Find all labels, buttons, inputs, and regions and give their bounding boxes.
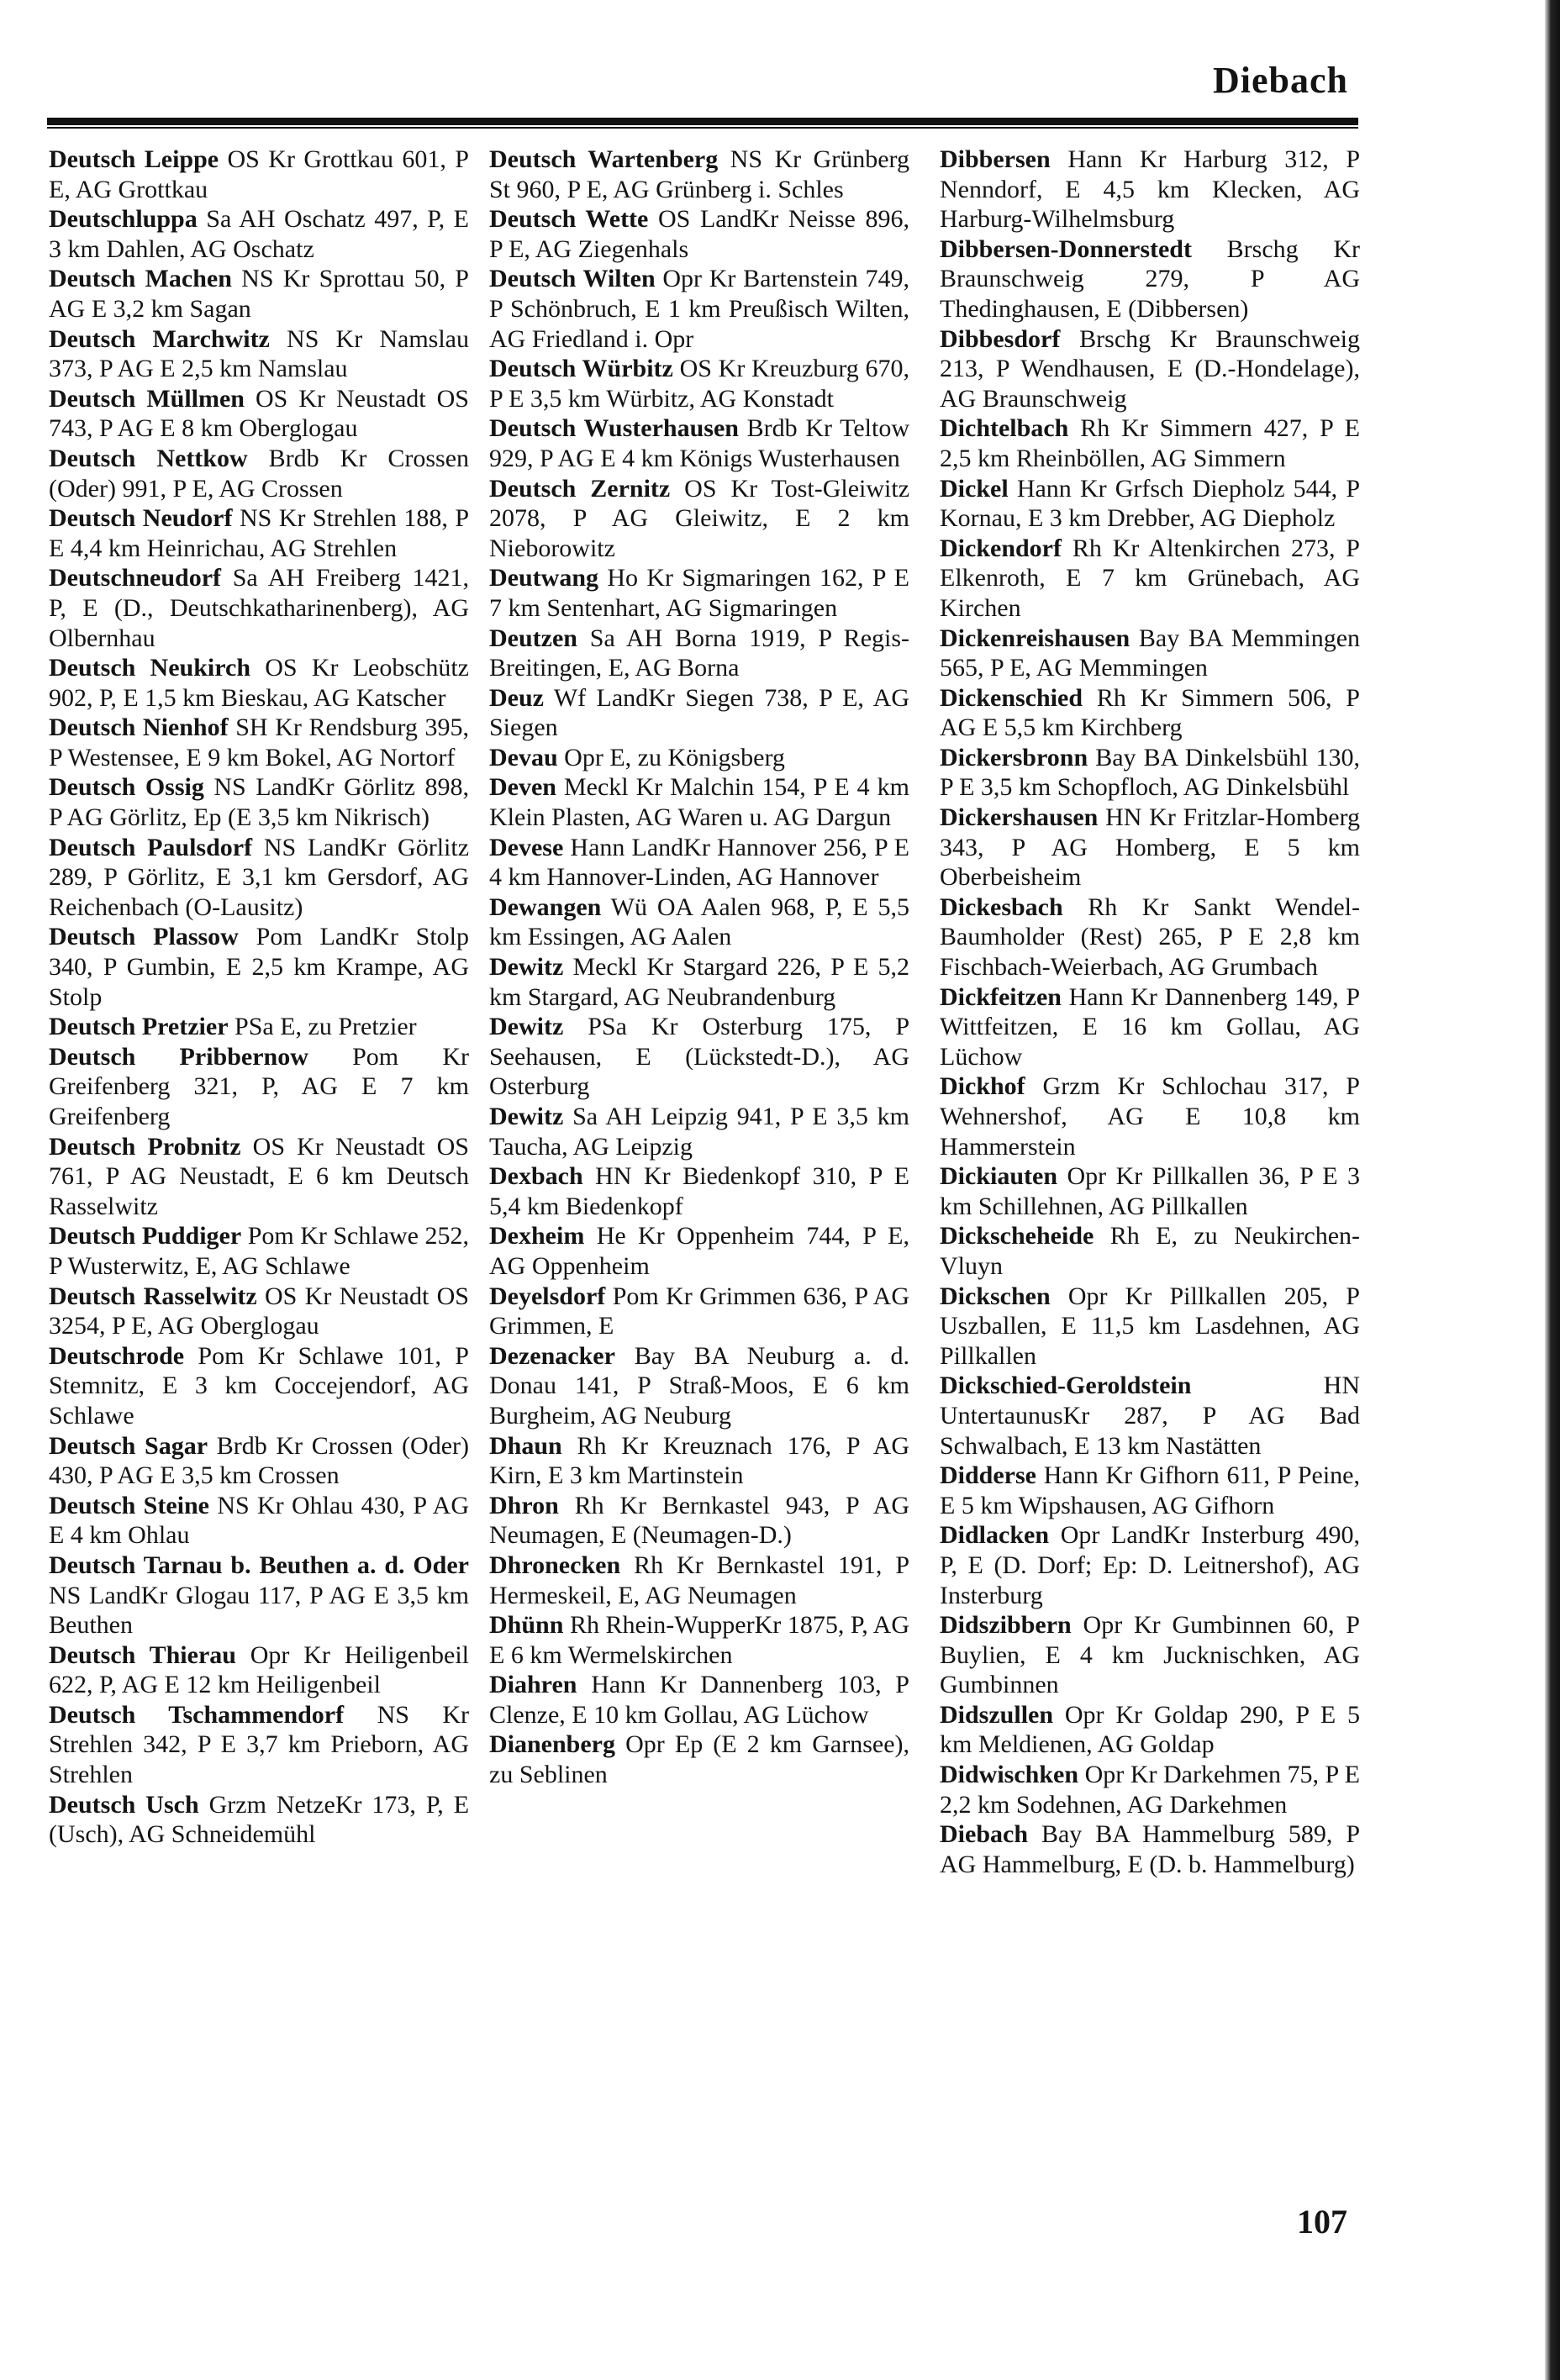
gazetteer-entry [940, 743, 1360, 803]
gazetteer-entry [49, 264, 469, 324]
entry-details: Rh E, zu Neukirchen-Vluyn [940, 1222, 1361, 1280]
gazetteer-entry [489, 624, 909, 683]
gazetteer-entry [49, 324, 469, 384]
entry-details: Pom Kr Grimmen 636, P AG Grimmen, E [489, 1282, 909, 1340]
gazetteer-entry [489, 145, 909, 204]
entry-place-name: Dickschen [940, 1282, 1051, 1310]
entry-place-name: Deutsch Nienhof [49, 713, 229, 742]
gazetteer-entry [489, 893, 909, 952]
entry-details: OS LandKr Neisse 896, P E, AG Ziegenhals [489, 205, 909, 263]
entry-details: Pom Kr Schlawe 101, P Stemnitz, E 3 km Coccejendorf, AG Schlawe [49, 1341, 469, 1430]
entry-details: Rh Kr Altenkirchen 273, P Elkenroth, E 7 km Grünebach, AG Kirchen [940, 534, 1360, 622]
entry-details: OS Kr Tost-Gleiwitz 2078, P AG Gleiwitz, E 2 km Nieborowitz [489, 474, 910, 562]
entry-place-name: Diebach [940, 1820, 1028, 1849]
entry-place-name: Deutsch Müllmen [49, 384, 245, 413]
gazetteer-entry [940, 1221, 1360, 1281]
entry-place-name: Devau [489, 743, 558, 771]
gazetteer-entry [940, 534, 1360, 624]
entry-place-name: Deutsch Leippe [49, 145, 219, 173]
gazetteer-entry [489, 683, 909, 743]
entry-place-name: Dickel [940, 474, 1009, 503]
entry-details: Opr Kr Gumbinnen 60, P Buylien, E 4 km Jucknischken, AG Gumbinnen [940, 1611, 1360, 1699]
entry-place-name: Deutsch Nettkow [49, 444, 248, 472]
entry-details: Opr Ep (E 2 km Garnsee), zu Seblinen [489, 1730, 910, 1789]
entry-place-name: Dickesbach [940, 893, 1063, 921]
gazetteer-entry [49, 384, 469, 444]
entry-details: OS Kr Kreuzburg 670, P E 3,5 km Würbitz, AG Konstadt [489, 355, 909, 413]
gazetteer-entry [940, 234, 1360, 324]
gazetteer-entry [940, 803, 1360, 893]
gazetteer-entry [49, 1431, 469, 1491]
entry-place-name: Deutsch Wusterhausen [489, 414, 739, 443]
entry-details: PSa Kr Osterburg 175, P Seehausen, E (Lückstedt-D.), AG Osterburg [489, 1013, 910, 1101]
entry-place-name: Deutsch Steine [49, 1491, 209, 1519]
gazetteer-entry [940, 324, 1360, 414]
entry-place-name: Deutsch Plassow [49, 923, 239, 951]
entry-place-name: Dibbersen-Donnerstedt [940, 234, 1192, 263]
entry-details: Wü OA Aalen 968, P, E 5,5 km Essingen, AG Aalen [489, 893, 909, 951]
entry-details: Hann Kr Dannenberg 103, P Clenze, E 10 km Gollau, AG Lüchow [489, 1671, 909, 1729]
entry-details: NS Kr Ohlau 430, P AG E 4 km Ohlau [49, 1491, 469, 1550]
column-1 [49, 145, 469, 1850]
entry-details: OS Kr Neustadt OS 761, P AG Neustadt, E 6 km Deutsch Rasselwitz [49, 1132, 469, 1220]
entry-details: NS LandKr Glogau 117, P AG E 3,5 km Beuthen [49, 1581, 469, 1640]
entry-place-name: Deutsch Paulsdorf [49, 833, 253, 861]
gazetteer-entry [940, 624, 1360, 683]
entry-place-name: Deutsch Tschammendorf [49, 1700, 345, 1729]
entry-details: Rh Kr Bernkastel 191, P Hermeskeil, E, AG Neumagen [489, 1551, 910, 1609]
gazetteer-entry [940, 1819, 1360, 1879]
entry-details: Brdb Kr Crossen (Oder) 991, P E, AG Crossen [49, 444, 470, 503]
gazetteer-entry [940, 145, 1360, 234]
entry-place-name: Dickershausen [940, 803, 1099, 832]
entry-place-name: Dhünn [489, 1611, 564, 1640]
entry-details: Opr LandKr Insterburg 490, P, E (D. Dorf; Ep: D. Leitnershof), AG Insterburg [940, 1521, 1360, 1609]
entry-details: Opr Kr Darkehmen 75, P E 2,2 km Sodehnen, AG Darkehmen [940, 1761, 1361, 1819]
gazetteer-entry [489, 413, 909, 473]
entry-place-name: Dichtelbach [940, 414, 1069, 443]
entry-details: Rh Kr Bernkastel 943, P AG Neumagen, E (Neumagen-D.) [489, 1491, 910, 1550]
entry-place-name: Dewitz [489, 1013, 564, 1041]
entry-details: Brdb Kr Crossen (Oder) 430, P AG E 3,5 km Crossen [49, 1431, 469, 1490]
gazetteer-entry [49, 922, 469, 1012]
entry-place-name: Dickenschied [940, 683, 1083, 712]
entry-details: Sa AH Leipzig 941, P E 3,5 km Taucha, AG Leipzig [489, 1103, 909, 1161]
entry-details: Rh Kr Kreuznach 176, P AG Kirn, E 3 km Martinstein [489, 1431, 910, 1490]
header-rule [47, 118, 1358, 125]
gazetteer-entry [489, 1730, 909, 1789]
entry-place-name: Dibbesdorf [940, 324, 1061, 353]
entry-details: Hann Kr Gifhorn 611, P Peine, E 5 km Wipshausen, AG Gifhorn [940, 1461, 1360, 1519]
running-head: Diebach [1213, 60, 1348, 101]
gazetteer-entry [940, 893, 1360, 982]
entry-details: Bay BA Hammelburg 589, P AG Hammelburg, E (D. b. Hammelburg) [940, 1820, 1361, 1878]
column-2 [489, 145, 909, 1790]
entry-place-name: Didszullen [940, 1700, 1054, 1729]
gazetteer-entry [49, 503, 469, 563]
gazetteer-entry [49, 1341, 469, 1431]
gazetteer-entry [489, 204, 909, 264]
gazetteer-entry [940, 1520, 1360, 1610]
gazetteer-entry [940, 1461, 1360, 1520]
gazetteer-entry [489, 563, 909, 623]
entry-place-name: Deyelsdorf [489, 1282, 606, 1310]
gazetteer-entry [49, 204, 469, 264]
entry-details: HN Kr Biedenkopf 310, P E 5,4 km Biedenkopf [489, 1162, 909, 1220]
entry-place-name: Deutsch Neudorf [49, 504, 233, 533]
entry-details: Meckl Kr Stargard 226, P E 5,2 km Stargard, AG Neubrandenburg [489, 953, 909, 1011]
entry-details: Opr Kr Goldap 290, P E 5 km Meldienen, AG Goldap [940, 1700, 1361, 1759]
entry-details: Brdb Kr Teltow 929, P AG E 4 km Königs Wusterhausen [489, 414, 909, 472]
entry-details: NS Kr Strehlen 342, P E 3,7 km Prieborn, AG Strehlen [49, 1700, 469, 1789]
gazetteer-entry [489, 1282, 909, 1341]
entry-place-name: Deutschluppa [49, 205, 198, 234]
gazetteer-entry [940, 1610, 1360, 1700]
gazetteer-entry [49, 563, 469, 653]
gazetteer-entry [489, 743, 909, 773]
entry-place-name: Didwischken [940, 1761, 1079, 1789]
entry-place-name: Dewitz [489, 1103, 564, 1130]
gazetteer-entry [49, 713, 469, 772]
entry-details: NS Kr Strehlen 188, P E 4,4 km Heinrichau, AG Strehlen [49, 504, 470, 562]
header-rule-thin [47, 127, 1358, 129]
gazetteer-entry [940, 1161, 1360, 1221]
entry-place-name: Dickschied-Geroldstein [940, 1372, 1192, 1400]
entry-details: Hann Kr Harburg 312, P Nenndorf, E 4,5 km Klecken, AG Harburg-Wilhelmsburg [940, 145, 1361, 234]
entry-details: Pom Kr Greifenberg 321, P, AG E 7 km Greifenberg [49, 1042, 469, 1130]
entry-details: OS Kr Grottkau 601, P E, AG Grottkau [49, 145, 469, 203]
gazetteer-entry [489, 1012, 909, 1102]
entry-place-name: Deutsch Rasselwitz [49, 1282, 257, 1310]
entry-details: Opr Kr Bartenstein 749, P Schönbruch, E 1 km Preußisch Wilten, AG Friedland i. Opr [489, 265, 910, 353]
entry-details: OS Kr Neustadt OS 743, P AG E 8 km Oberglogau [49, 384, 469, 443]
gazetteer-entry [489, 1161, 909, 1221]
entry-place-name: Deutschneudorf [49, 564, 222, 592]
gazetteer-entry [489, 264, 909, 354]
gazetteer-entry [489, 474, 909, 564]
entry-place-name: Deutsch Neukirch [49, 654, 251, 682]
entry-details: NS LandKr Görlitz 898, P AG Görlitz, Ep (E 3,5 km Nikrisch) [49, 773, 470, 832]
entry-place-name: Deutsch Thierau [49, 1640, 236, 1669]
gazetteer-entry [940, 1371, 1360, 1461]
gazetteer-entry [489, 1610, 909, 1670]
entry-details: Pom LandKr Stolp 340, P Gumbin, E 2,5 km Krampe, AG Stolp [49, 923, 469, 1011]
entry-place-name: Dickscheheide [940, 1222, 1094, 1251]
entry-details: Sa AH Oschatz 497, P, E 3 km Dahlen, AG Oschatz [49, 205, 470, 263]
gazetteer-entry [489, 1221, 909, 1281]
entry-place-name: Dickfeitzen [940, 982, 1062, 1011]
gazetteer-entry [49, 653, 469, 713]
entry-details: PSa E, zu Pretzier [235, 1013, 417, 1041]
entry-place-name: Dianenberg [489, 1730, 615, 1759]
entry-details: Grzm NetzeKr 173, P, E (Usch), AG Schneidemühl [49, 1790, 470, 1849]
entry-place-name: Deutsch Pribbernow [49, 1042, 308, 1071]
entry-details: OS Kr Leobschütz 902, P, E 1,5 km Bieskau, AG Katscher [49, 654, 469, 712]
gazetteer-entry [49, 1491, 469, 1551]
entry-details: NS Kr Sprottau 50, P AG E 3,2 km Sagan [49, 265, 469, 323]
gazetteer-entry [940, 1072, 1360, 1161]
gazetteer-entry [49, 1132, 469, 1222]
page-number: 107 [1297, 2203, 1347, 2240]
gazetteer-entry [49, 1282, 469, 1341]
entry-details: Bay BA Neuburg a. d. Donau 141, P Straß-Moos, E 6 km Burgheim, AG Neuburg [489, 1341, 909, 1430]
entry-details: Opr E, zu Königsberg [564, 743, 785, 771]
gazetteer-entry [489, 772, 909, 832]
entry-place-name: Dickenreishausen [940, 624, 1130, 652]
entry-place-name: Dewitz [489, 953, 564, 982]
gazetteer-entry [49, 1012, 469, 1042]
entry-details: OS Kr Neustadt OS 3254, P E, AG Oberglogau [49, 1282, 469, 1340]
entry-details: NS Kr Namslau 373, P AG E 2,5 km Namslau [49, 324, 469, 383]
entry-place-name: Deutsch Sagar [49, 1431, 208, 1460]
entry-details: Opr Kr Pillkallen 205, P Uszballen, E 11,5 km Lasdehnen, AG Pillkallen [940, 1282, 1360, 1370]
gazetteer-entry [49, 1790, 469, 1850]
entry-place-name: Dickendorf [940, 534, 1062, 562]
entry-details: Grzm Kr Schlochau 317, P Wehnershof, AG E 10,8 km Hammerstein [940, 1072, 1360, 1161]
page-edge [1545, 0, 1560, 2380]
entry-place-name: Deuz [489, 683, 544, 712]
entry-place-name: Diahren [489, 1671, 577, 1699]
gazetteer-entry [940, 413, 1360, 473]
entry-details: NS LandKr Görlitz 289, P Görlitz, E 3,1 km Gersdorf, AG Reichenbach (O-Lausitz) [49, 833, 470, 921]
gazetteer-entry [940, 1700, 1360, 1760]
entry-details: Pom Kr Schlawe 252, P Wusterwitz, E, AG Schlawe [49, 1222, 469, 1280]
entry-details: Rh Rhein-WupperKr 1875, P, AG E 6 km Wermelskirchen [489, 1611, 909, 1669]
entry-place-name: Dhron [489, 1491, 559, 1519]
entry-place-name: Deutsch Zernitz [489, 474, 671, 503]
entry-place-name: Deutsch Wilten [489, 265, 656, 293]
entry-place-name: Dexheim [489, 1222, 585, 1251]
entry-place-name: Dewangen [489, 893, 602, 921]
entry-details: Hann Kr Grfsch Diepholz 544, P Kornau, E 3 km Drebber, AG Diepholz [940, 474, 1361, 533]
gazetteer-entry [489, 1431, 909, 1491]
entry-details: Opr Kr Heiligenbeil 622, P, AG E 12 km Heiligenbeil [49, 1640, 469, 1699]
gazetteer-entry [49, 1551, 469, 1640]
gazetteer-entry [49, 1042, 469, 1132]
gazetteer-entry [49, 833, 469, 923]
entry-details: SH Kr Rendsburg 395, P Westensee, E 9 km Bokel, AG Nortorf [49, 713, 470, 771]
column-3 [940, 145, 1360, 1879]
gazetteer-entry [489, 1670, 909, 1730]
entry-place-name: Didlacken [940, 1521, 1050, 1550]
entry-place-name: Dhronecken [489, 1551, 621, 1579]
entry-place-name: Dickiauten [940, 1162, 1058, 1191]
entry-place-name: Dezenacker [489, 1341, 615, 1370]
entry-place-name: Deutsch Usch [49, 1790, 199, 1819]
gazetteer-entry [940, 683, 1360, 743]
gazetteer-entry [489, 1491, 909, 1551]
entry-place-name: Deutsch Probnitz [49, 1132, 241, 1161]
entry-place-name: Dibbersen [940, 145, 1051, 173]
entry-details: Hann LandKr Hannover 256, P E 4 km Hannover-Linden, AG Hannover [489, 833, 909, 892]
entry-details: HN Kr Fritzlar-Homberg 343, P AG Homberg, E 5 km Oberbeisheim [940, 803, 1360, 892]
gazetteer-entry [940, 1282, 1360, 1372]
entry-details: Sa AH Freiberg 1421, P, E (D., Deutschkatharinenberg), AG Olbernhau [49, 564, 470, 652]
gazetteer-entry [49, 1221, 469, 1281]
gazetteer-entry [489, 952, 909, 1012]
entry-details: Brschg Kr Braunschweig 279, P AG Thedinghausen, E (Dibbersen) [940, 234, 1360, 323]
gazetteer-entry [940, 474, 1360, 534]
entry-place-name: Devese [489, 833, 564, 861]
gazetteer-entry [489, 833, 909, 893]
gazetteer-entry [489, 1341, 909, 1431]
entry-details: Bay BA Dinkelsbühl 130, P E 3,5 km Schopfloch, AG Dinkelsbühl [940, 743, 1360, 802]
entry-details: Meckl Kr Malchin 154, P E 4 km Klein Plasten, AG Waren u. AG Dargun [489, 773, 909, 832]
entry-details: He Kr Oppenheim 744, P E, AG Oppenheim [489, 1222, 910, 1280]
entry-details: HN UntertaunusKr 287, P AG Bad Schwalbach, E 13 km Nastätten [940, 1372, 1360, 1460]
gazetteer-entry [49, 444, 469, 503]
entry-place-name: Deutsch Tarnau b. Beuthen a. d. Oder [49, 1551, 469, 1579]
gazetteer-entry [940, 982, 1360, 1072]
entry-details: Brschg Kr Braunschweig 213, P Wendhausen, E (D.-Hondelage), AG Braunschweig [940, 324, 1360, 413]
entry-place-name: Dexbach [489, 1162, 583, 1191]
entry-place-name: Deutschrode [49, 1341, 185, 1370]
entry-place-name: Didderse [940, 1461, 1036, 1490]
entry-place-name: Didszibbern [940, 1611, 1072, 1640]
gazetteer-entry [489, 354, 909, 413]
gazetteer-entry [49, 1640, 469, 1700]
entry-details: Rh Kr Simmern 506, P AG E 5,5 km Kirchberg [940, 683, 1360, 742]
gazetteer-entry [489, 1102, 909, 1161]
entry-place-name: Deutwang [489, 564, 599, 592]
gazetteer-entry [940, 1760, 1360, 1819]
entry-place-name: Deutsch Pretzier [49, 1013, 229, 1041]
entry-place-name: Deutzen [489, 624, 577, 652]
entry-place-name: Dickersbronn [940, 743, 1088, 771]
entry-details: Hann Kr Dannenberg 149, P Wittfeitzen, E 16 km Gollau, AG Lüchow [940, 982, 1360, 1071]
entry-details: Bay BA Memmingen 565, P E, AG Memmingen [940, 624, 1361, 682]
entry-details: Sa AH Borna 1919, P Regis-Breitingen, E, AG Borna [489, 624, 910, 682]
gazetteer-entry [49, 145, 469, 204]
entry-details: Rh Kr Sankt Wendel-Baumholder (Rest) 265, P E 2,8 km Fischbach-Weierbach, AG Grumbach [940, 893, 1361, 982]
entry-place-name: Deven [489, 773, 556, 802]
entry-place-name: Deutsch Würbitz [489, 355, 673, 383]
entry-place-name: Deutsch Wartenberg [489, 145, 719, 173]
entry-place-name: Deutsch Machen [49, 265, 232, 293]
entry-details: NS Kr Grünberg St 960, P E, AG Grünberg i. Schles [489, 145, 909, 203]
gazetteer-entry [49, 772, 469, 832]
entry-place-name: Deutsch Wette [489, 205, 649, 234]
entry-details: Rh Kr Simmern 427, P E 2,5 km Rheinböllen, AG Simmern [940, 414, 1360, 472]
entry-place-name: Deutsch Marchwitz [49, 324, 270, 353]
gazetteer-entry [49, 1700, 469, 1790]
entry-place-name: Deutsch Ossig [49, 773, 204, 802]
entry-details: Ho Kr Sigmaringen 162, P E 7 km Sentenhart, AG Sigmaringen [489, 564, 909, 622]
gazetteer-entry [489, 1551, 909, 1610]
entry-details: Opr Kr Pillkallen 36, P E 3 km Schillehnen, AG Pillkallen [940, 1162, 1360, 1220]
entry-details: Wf LandKr Siegen 738, P E, AG Siegen [489, 683, 909, 742]
entry-place-name: Deutsch Puddiger [49, 1222, 242, 1251]
entry-place-name: Dhaun [489, 1431, 562, 1460]
entry-place-name: Dickhof [940, 1072, 1025, 1101]
